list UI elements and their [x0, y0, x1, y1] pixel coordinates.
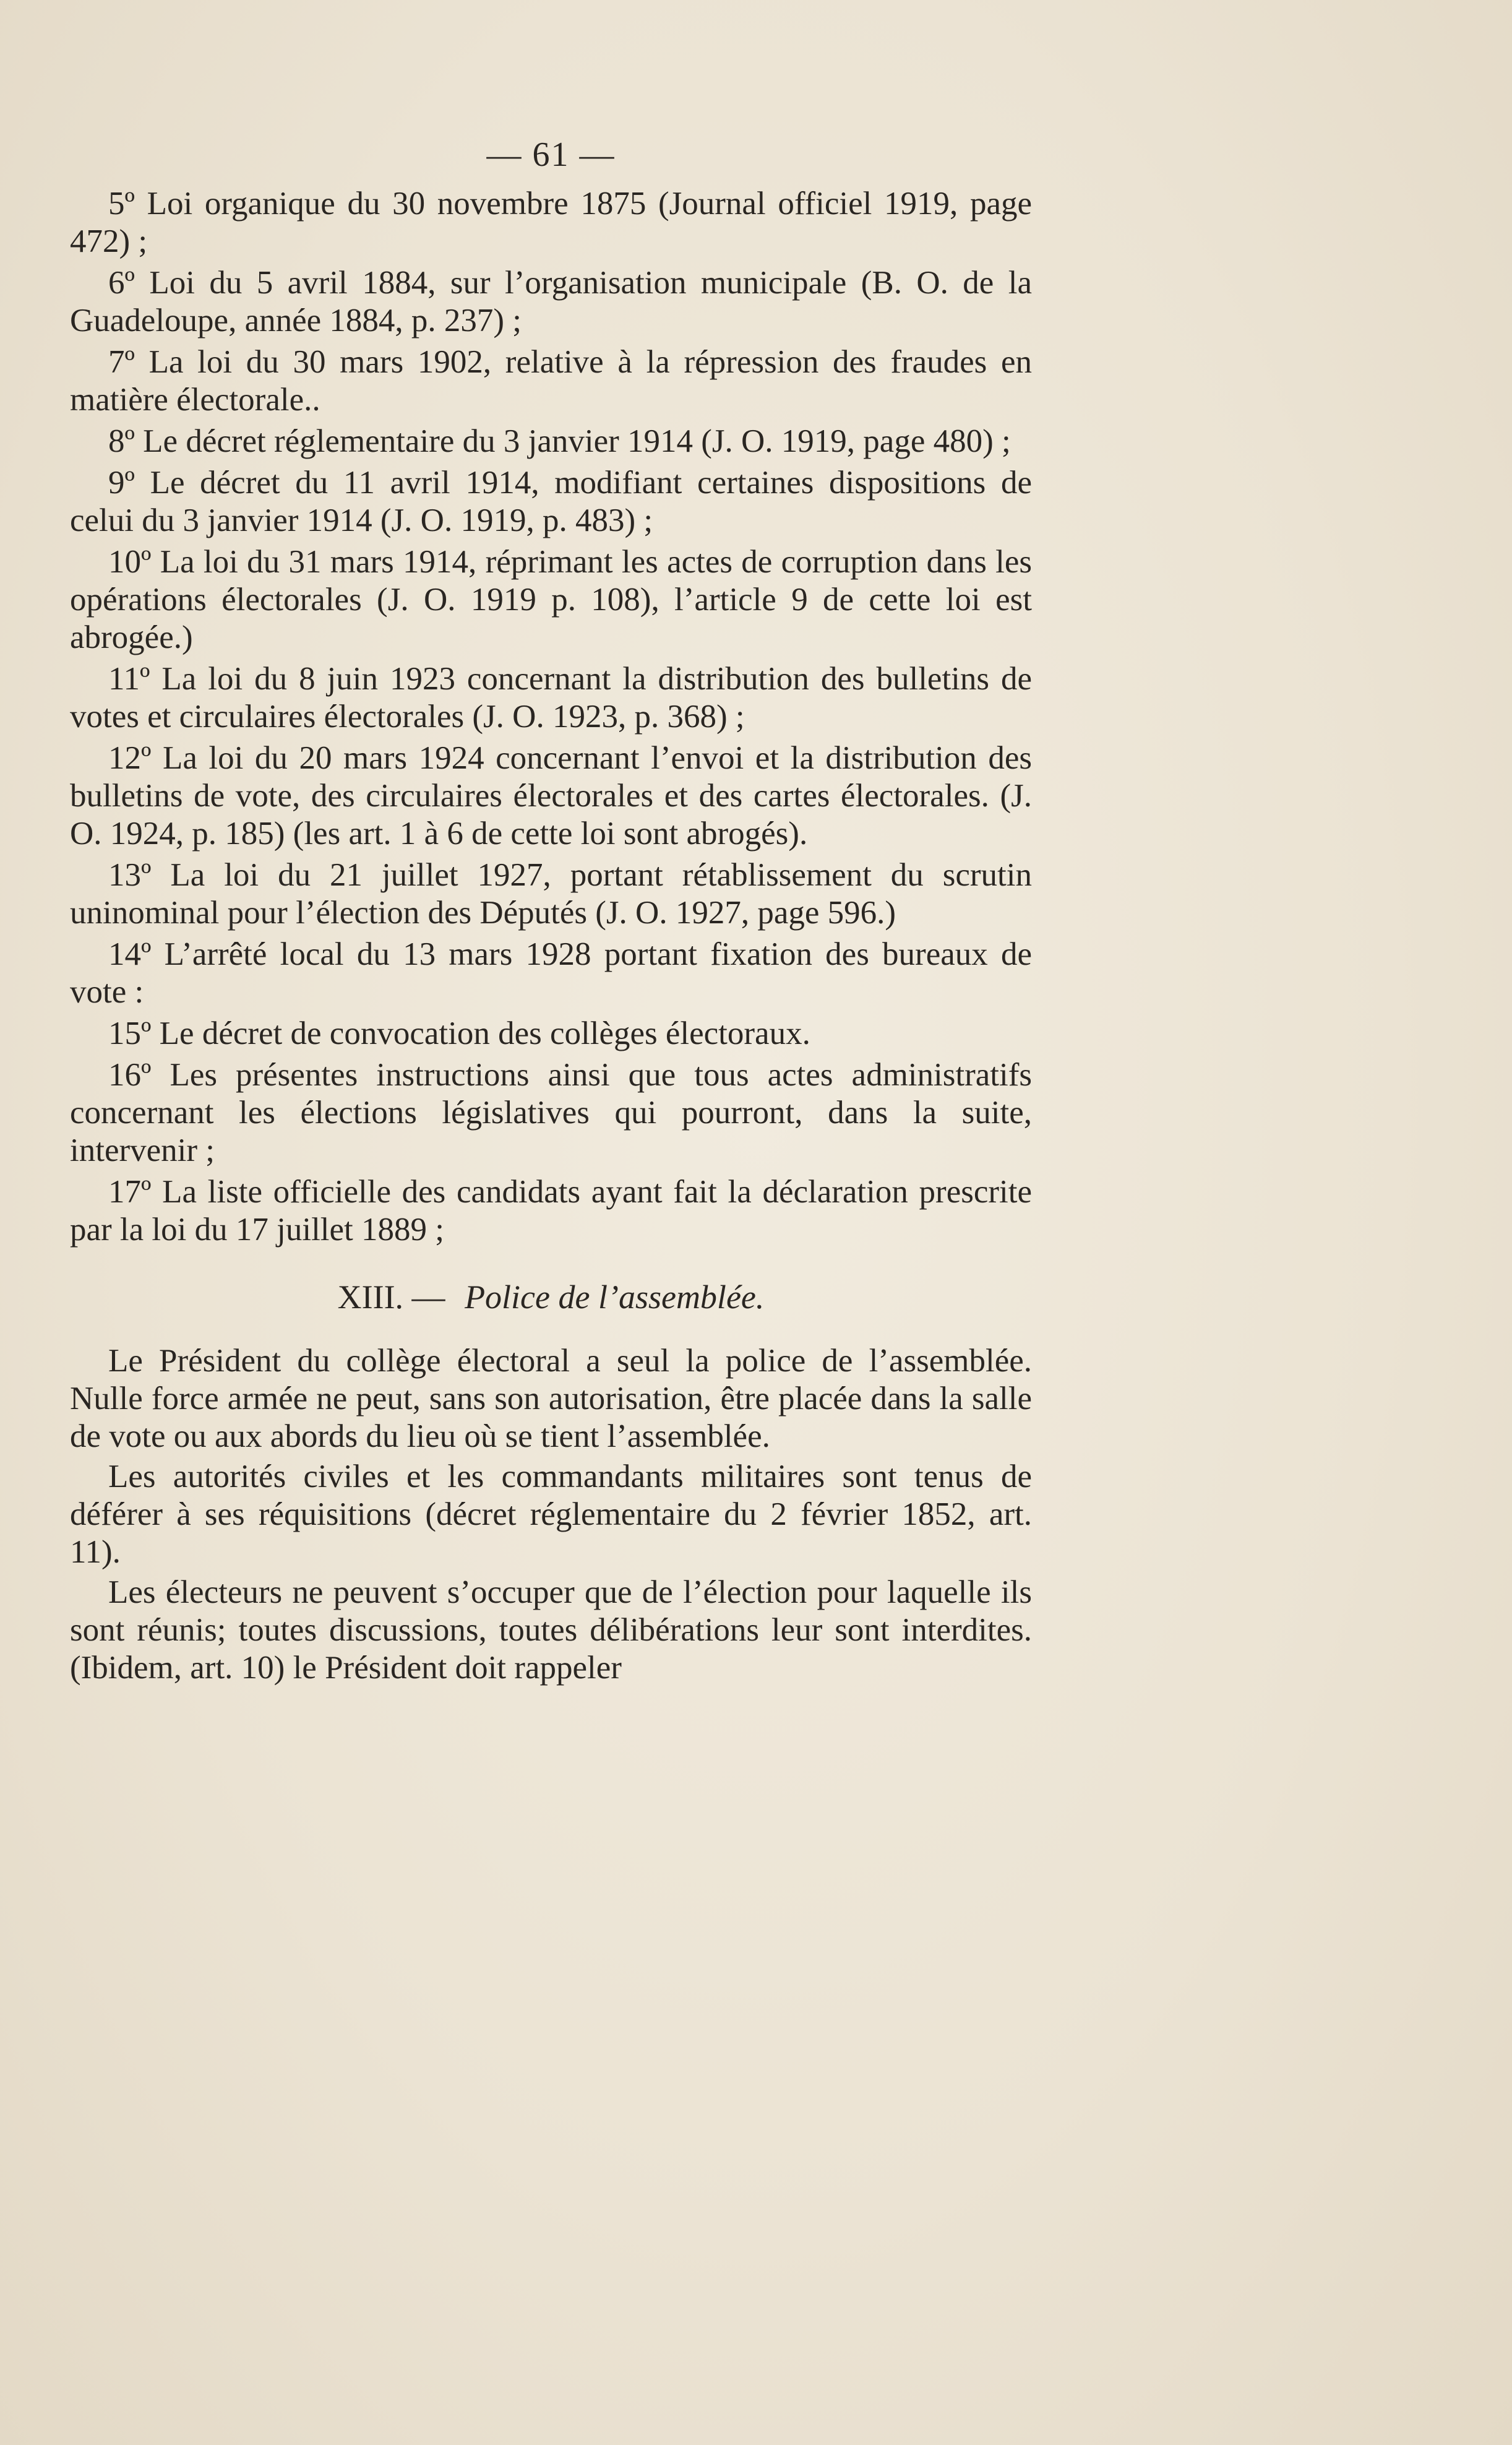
list-item-10: 10º La loi du 31 mars 1914, réprimant les actes de corruption dans les opérations électorales (J. O. 1919 p. 108), l’article 9 de cette loi est abrogée.)	[70, 544, 1032, 655]
page-number: — 61 —	[486, 136, 616, 174]
list-item-11: 11º La loi du 8 juin 1923 concernant la distribution des bulletins de votes et circulaires électorales (J. O. 1923, p. 368) ;	[70, 661, 1032, 735]
body-paragraph-3: Les électeurs ne peuvent s’occuper que de l’élection pour laquelle ils sont réunis; toutes discussions, toutes délibérations leur sont interdites. (Ibidem, art. 10) le Président doit rappeler	[70, 1574, 1032, 1686]
list-item-16: 16º Les présentes instructions ainsi que tous actes administratifs concernant les élections législatives qui pourront, dans la suite, intervenir ;	[70, 1057, 1032, 1168]
section-title: Police de l’assemblée.	[465, 1279, 765, 1316]
list-item-13: 13º La loi du 21 juillet 1927, portant rétablissement du scrutin uninominal pour l’élection des Députés (J. O. 1927, page 596.)	[70, 857, 1032, 931]
list-item-14: 14º L’arrêté local du 13 mars 1928 portant fixation des bureaux de vote :	[70, 936, 1032, 1010]
list-item-15: 15º Le décret de convocation des collèges électoraux.	[108, 1016, 810, 1051]
legal-references-list	[70, 185, 1032, 1249]
body-paragraph-1: Le Président du collège électoral a seul la police de l’assemblée. Nulle force armée ne peut, sans son autorisation, être placée dans la salle de vote ou aux abords du lieu où se tient l’assemblée.	[70, 1343, 1032, 1454]
list-item-17: 17º La liste officielle des candidats ayant fait la déclaration prescrite par la loi du 17 juillet 1889 ;	[70, 1174, 1032, 1248]
text-block	[70, 136, 1032, 1689]
list-item-8: 8º Le décret réglementaire du 3 janvier 1914 (J. O. 1919, page 480) ;	[108, 423, 1011, 459]
list-item-5: 5º Loi organique du 30 novembre 1875 (Journal officiel 1919, page 472) ;	[70, 186, 1032, 259]
list-item-6: 6º Loi du 5 avril 1884, sur l’organisation municipale (B. O. de la Guadeloupe, année 1884, p. 237) ;	[70, 265, 1032, 339]
list-item-9: 9º Le décret du 11 avril 1914, modifiant certaines dispositions de celui du 3 janvier 1914 (J. O. 1919, p. 483) ;	[70, 465, 1032, 538]
list-item-12: 12º La loi du 20 mars 1924 concernant l’envoi et la distribution des bulletins de vote, des circulaires électorales et des cartes électorales. (J. O. 1924, p. 185) (les art. 1 à 6 de cette loi sont abrogés).	[70, 740, 1032, 852]
list-item-7: 7º La loi du 30 mars 1902, relative à la répression des fraudes en matière électorale..	[70, 344, 1032, 418]
section-number: XIII. —	[337, 1279, 445, 1316]
section-heading	[70, 1279, 1032, 1316]
section-body	[70, 1342, 1032, 1687]
body-paragraph-2: Les autorités civiles et les commandants militaires sont tenus de déférer à ses réquisitions (décret réglementaire du 2 février 1852, art. 11).	[70, 1459, 1032, 1570]
